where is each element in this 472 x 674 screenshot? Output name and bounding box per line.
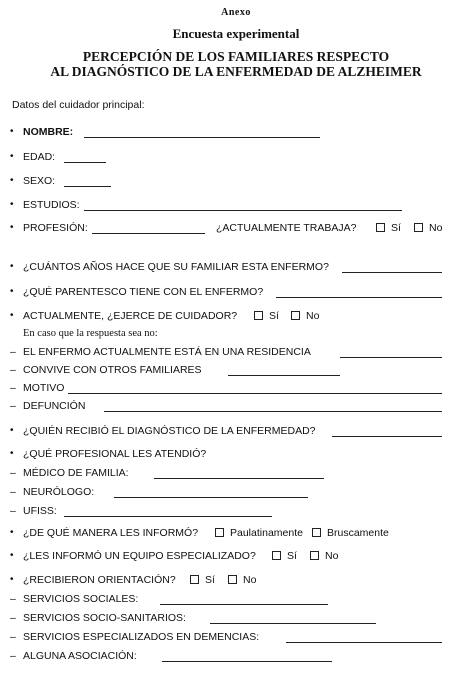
checkbox-cuidador-si[interactable] [254,311,263,320]
checkbox-bruscamente[interactable] [312,528,321,537]
checkbox-equipo-si[interactable] [272,551,281,560]
input-edad[interactable] [64,162,106,163]
field-row-nombre [0,125,472,141]
bullet: • [10,286,14,297]
checkbox-orientacion-si[interactable] [190,575,199,584]
title-line-2: AL DIAGNÓSTICO DE LA ENFERMEDAD DE ALZHEIMER [50,64,422,79]
checkbox-orientacion-no[interactable] [228,575,237,584]
bullet: • [10,199,14,210]
checkbox-trabaja-no[interactable] [414,223,423,232]
field-row-recibieron-orientacion [0,573,472,589]
input-socio-sanitarios[interactable] [210,623,376,624]
bullet: • [10,527,14,538]
label-especializados-demencias: SERVICIOS ESPECIALIZADOS EN DEMENCIAS: [23,631,260,643]
checkbox-cuidador-no[interactable] [291,311,300,320]
label-medico-familia: MÉDICO DE FAMILIA: [23,467,129,479]
survey-title [0,49,472,79]
dash: – [10,364,16,376]
label-parentesco: ¿QUÉ PARENTESCO TIENE CON EL ENFERMO? [23,286,264,298]
checkbox-equipo-no[interactable] [310,551,319,560]
input-defuncion[interactable] [104,411,442,412]
label-orientacion-no: No [243,574,257,586]
label-equipo-especializado: ¿LES INFORMÓ UN EQUIPO ESPECIALIZADO? [23,550,256,562]
field-row-especializados-demencias [0,630,472,646]
field-row-profesion [0,221,472,237]
label-cuidador-no: No [306,310,320,322]
label-que-profesional: ¿QUÉ PROFESIONAL LES ATENDIÓ? [23,448,207,460]
field-row-convive [0,363,472,379]
field-row-parentesco [0,285,472,301]
label-equipo-no: No [325,550,339,562]
input-quien-recibio[interactable] [332,436,442,437]
dash: – [10,612,16,624]
bullet: • [10,425,14,436]
field-row-motivo [0,381,472,397]
intro-text: Datos del cuidador principal: [12,99,145,111]
label-cuidador-si: Sí [269,310,279,322]
checkbox-trabaja-si[interactable] [376,223,385,232]
label-profesion: PROFESIÓN: [23,222,88,234]
bullet: • [10,574,14,585]
field-row-medico-familia [0,466,472,482]
bullet: • [10,550,14,561]
field-row-de-que-manera [0,526,472,542]
bullet: • [10,310,14,321]
bullet: • [10,175,14,186]
input-servicios-sociales[interactable] [160,604,328,605]
label-alguna-asociacion: ALGUNA ASOCIACIÓN: [23,650,137,662]
input-convive[interactable] [228,375,340,376]
en-caso-row [0,327,472,343]
dash: – [10,486,16,498]
field-row-alguna-asociacion [0,649,472,665]
field-row-quien-recibio [0,424,472,440]
label-ufiss: UFISS: [23,505,57,517]
label-servicios-sociales: SERVICIOS SOCIALES: [23,593,139,605]
annex-label: Anexo [221,7,251,18]
checkbox-paulatinamente[interactable] [215,528,224,537]
field-row-ejerce-cuidador [0,309,472,325]
label-nombre: NOMBRE: [23,126,74,138]
field-row-edad [0,150,472,166]
label-socio-sanitarios: SERVICIOS SOCIO-SANITARIOS: [23,612,186,624]
input-parentesco[interactable] [276,297,442,298]
intro-row [0,98,472,114]
dash: – [10,650,16,662]
label-orientacion-si: Sí [205,574,215,586]
bullet: • [10,448,14,459]
input-ufiss[interactable] [64,516,272,517]
input-cuantos-anos[interactable] [342,272,442,273]
label-actualmente-trabaja: ¿ACTUALMENTE TRABAJA? [216,222,357,234]
label-en-caso: En caso que la respuesta sea no: [23,328,158,339]
field-row-sexo [0,174,472,190]
dash: – [10,467,16,479]
label-quien-recibio: ¿QUIÉN RECIBIÓ EL DIAGNÓSTICO DE LA ENFERMEDAD? [23,425,316,437]
label-cuantos-anos: ¿CUÁNTOS AÑOS HACE QUE SU FAMILIAR ESTA ENFERMO? [23,261,329,273]
input-residencia[interactable] [340,357,442,358]
bullet: • [10,126,14,137]
field-row-ufiss [0,504,472,520]
field-row-defuncion [0,399,472,415]
dash: – [10,631,16,643]
field-row-cuantos-anos [0,260,472,276]
bullet: • [10,151,14,162]
label-ejerce-cuidador: ACTUALMENTE, ¿EJERCE DE CUIDADOR? [23,310,238,322]
field-row-que-profesional [0,447,472,463]
label-paulatinamente: Paulatinamente [230,527,303,539]
input-sexo[interactable] [64,186,111,187]
label-trabaja-si: Sí [391,222,401,234]
dash: – [10,593,16,605]
label-sexo: SEXO: [23,175,56,187]
field-row-servicios-sociales [0,592,472,608]
bullet: • [10,261,14,272]
field-row-socio-sanitarios [0,611,472,627]
field-row-neurologo [0,485,472,501]
label-edad: EDAD: [23,151,56,163]
label-estudios: ESTUDIOS: [23,199,80,211]
field-row-equipo-especializado [0,549,472,565]
dash: – [10,346,16,358]
input-alguna-asociacion[interactable] [162,661,332,662]
bullet: • [10,222,14,233]
input-estudios[interactable] [84,210,402,211]
input-medico-familia[interactable] [154,478,324,479]
input-especializados-demencias[interactable] [286,642,442,643]
label-convive: CONVIVE CON OTROS FAMILIARES [23,364,202,376]
label-de-que-manera: ¿DE QUÉ MANERA LES INFORMÓ? [23,527,199,539]
input-nombre[interactable] [84,137,320,138]
dash: – [10,505,16,517]
label-neurologo: NEURÓLOGO: [23,486,95,498]
dash: – [10,382,16,394]
label-defuncion: DEFUNCIÓN [23,400,86,412]
title-line-1: PERCEPCIÓN DE LOS FAMILIARES RESPECTO [82,49,390,64]
label-recibieron-orientacion: ¿RECIBIERON ORIENTACIÓN? [23,574,176,586]
label-bruscamente: Bruscamente [327,527,389,539]
label-residencia: EL ENFERMO ACTUALMENTE ESTÁ EN UNA RESIDENCIA [23,346,311,358]
dash: – [10,400,16,412]
field-row-estudios [0,198,472,214]
input-motivo[interactable] [68,393,442,394]
field-row-residencia [0,345,472,361]
label-equipo-si: Sí [287,550,297,562]
label-motivo: MOTIVO [23,382,65,394]
input-profesion[interactable] [92,233,205,234]
survey-subtitle: Encuesta experimental [172,26,300,41]
label-trabaja-no: No [429,222,443,234]
input-neurologo[interactable] [114,497,308,498]
